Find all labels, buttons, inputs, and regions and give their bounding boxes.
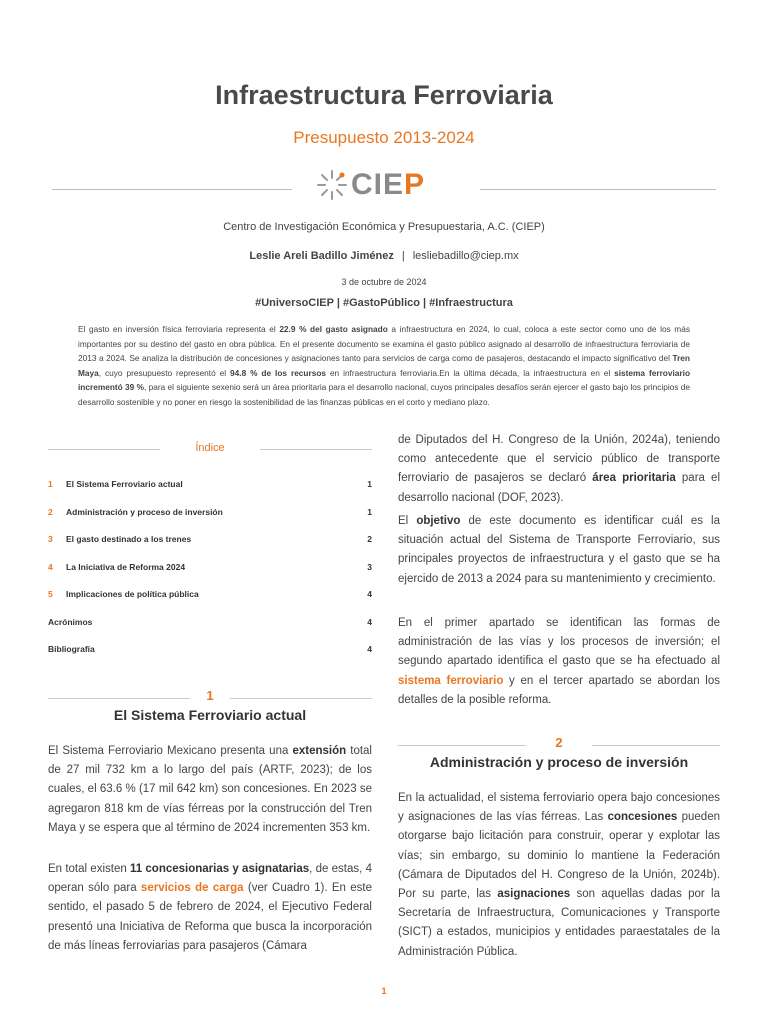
author-email[interactable]: lesliebadillo@ciep.mx [412, 250, 519, 262]
table-of-contents [48, 479, 372, 672]
section-2-title: Administración y proceso de inversión [429, 754, 689, 770]
toc-item[interactable]: 4 La Iniciativa de Reforma 2024 3 [48, 561, 372, 572]
author-name: Leslie Areli Badillo Jiménez [249, 250, 394, 262]
section-2-title-wrap [398, 754, 720, 776]
toc-item[interactable]: Bibliografía 4 [48, 644, 372, 654]
hashtags: #UniversoCIEP | #GastoPúblico | #Infraestructura [255, 297, 513, 309]
toc-heading: Índice [48, 437, 372, 461]
organization-name: Centro de Investigación Económica y Presupuestaria, A.C. (CIEP) [223, 221, 545, 233]
link-servicios-carga[interactable]: servicios de carga [140, 882, 244, 895]
section-number: 2 [555, 735, 563, 750]
section-1-title-wrap [48, 707, 372, 729]
section-1-paragraph-1: El Sistema Ferroviario Mexicano presenta una extensión total de 27 mil 732 km a lo largo del país (ARTF, 2023); de los cuales, el 63.6 % (17 mil 642 km) son concesiones. En 2023 se agregaron 818 km de vías férreas por la construcción del Tren Maya y se espera que al término de 2024 incrementen 353 km. [48, 745, 372, 834]
document-subtitle: Presupuesto 2013-2024 [293, 128, 475, 147]
right-paragraph-2: El objetivo de este documento es identificar cuál es la situación actual del Sistema de Transporte Ferroviario, sus principales proyectos de infraestructura y el gasto que se ha ejercido de 2013 a 2024 para su mantenimiento y crecimiento. [398, 515, 721, 585]
abstract: El gasto en inversión física ferroviaria representa el 22.9 % del gasto asignado a infraestructura en 2024, lo cual, coloca a este sector como uno de los más importantes por su destino del gasto en obra pública. En el presente documento se examina el gasto público asignado al desarrollo de infraestructura ferroviaria de 2013 a 2024. Se analiza la distribución de concesiones y asignaciones tanto para servicios de carga como de pasajeros, destacando el impacto significativo del Tren Maya, cuyo presupuesto representó el 94.8 % de los recursos en infraestructura ferroviaria.En la última década, la infraestructura en el sistema ferroviario incrementó 39 %, para el siguiente sexenio será un área prioritaria para el desarrollo nacional, cuyos principales desafíos serán ejercer el gasto bajo los principios de desarrollo sostenible y no poner en riesgo la sostenibilidad de las finanzas públicas en el corto y mediano plazo. [78, 324, 691, 407]
toc-item[interactable]: 1 El Sistema Ferroviario actual 1 [48, 479, 372, 489]
toc-item[interactable]: Acrónimos 4 [48, 616, 372, 627]
logo-row [52, 168, 716, 202]
page-number: 1 [381, 986, 387, 996]
right-paragraph-3: En el primer apartado se identifican las formas de administración de las vías y los procesos de inversión; el segundo apartado identifica el gasto que se ha efectuado al sistema ferroviario y en el tercer apartado se abordan los detalles de la posible reforma. [398, 617, 720, 706]
section-1-paragraph-2: En total existen 11 concesionarias y asignatarias, de estas, 4 operan sólo para servicios de carga (ver Cuadro 1). En este sentido, el pasado 5 de febrero de 2024, el Ejecutivo Federal presentó una Iniciativa de Reforma que busca la incorporación de más líneas ferroviarias para pasajeros (Cámara [48, 863, 372, 952]
divider-right [480, 189, 716, 190]
section-2-paragraph-1: En la actualidad, el sistema ferroviario opera bajo concesiones y asignaciones de las vías férreas. Las concesiones pueden otorgarse bajo licitación para construir, operar y explotar las vías; sin embargo, su dominio lo mantiene la Federación (Cámara de Diputados del H. Congreso de la Unión, 2024b). Por su parte, las asignaciones son aquellas dadas por la Secretaría de Infraestructura, Comunicaciones y Transporte (SICT) a estados, municipios y entidades paraestatales de la Administración Pública. [398, 792, 720, 958]
author-line: Leslie Areli Badillo Jiménez | lesliebadillo@ciep.mx [249, 250, 519, 262]
publication-date: 3 de octubre de 2024 [341, 277, 427, 287]
toc-item[interactable]: 5 Implicaciones de política pública 4 [48, 589, 372, 599]
section-number: 1 [206, 688, 214, 703]
toc-item[interactable]: 3 El gasto destinado a los trenes 2 [48, 534, 372, 544]
section-1-title: El Sistema Ferroviario actual [113, 707, 307, 723]
ciep-logo [315, 168, 455, 202]
divider-left [52, 189, 292, 190]
document-title: Infraestructura Ferroviaria [215, 80, 553, 110]
sunburst-logo-icon [315, 168, 349, 202]
logo-text: CIEP [351, 168, 426, 201]
right-paragraph-1: de Diputados del H. Congreso de la Unión, 2024a), teniendo como antecedente que el servicio público de transporte ferroviario de pasajeros se declaró área prioritaria para el desarrollo nacional (DOF, 2023). [398, 434, 721, 504]
link-sistema-ferroviario[interactable]: sistema ferroviario [398, 674, 504, 687]
toc-item[interactable]: 2 Administración y proceso de inversión 1 [48, 506, 372, 517]
